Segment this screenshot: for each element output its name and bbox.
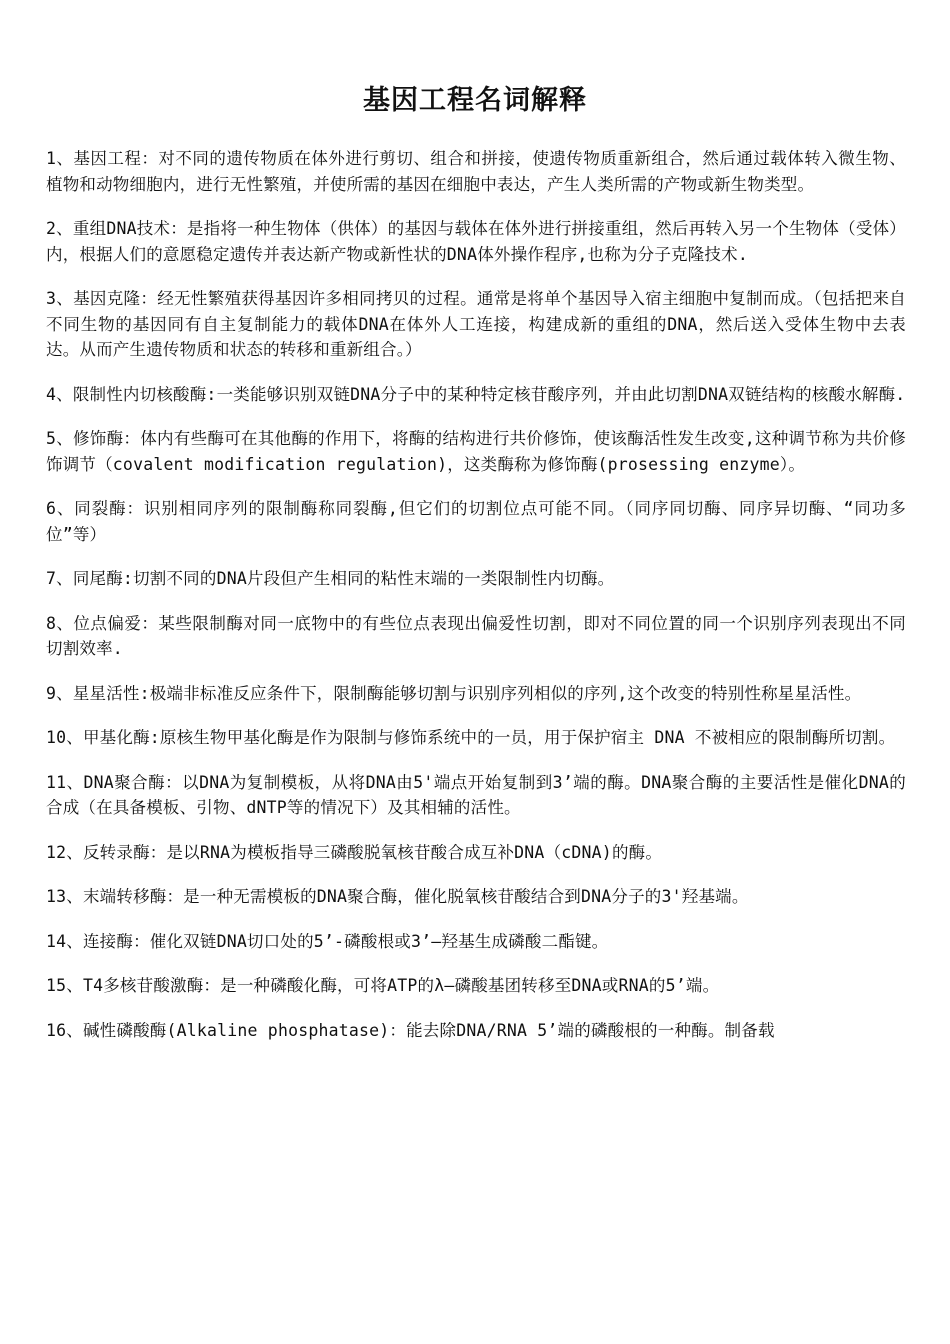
definition-entry-12: 12、反转录酶：是以RNA为模板指导三磷酸脱氧核苷酸合成互补DNA（cDNA)的酶。 <box>46 842 663 862</box>
definition-entry-4: 4、限制性内切核酸酶:一类能够识别双链DNA分子中的某种特定核苷酸序列，并由此切割DNA双链结构的核酸水解酶. <box>46 384 906 404</box>
definition-entry-1: 1、基因工程：对不同的遗传物质在体外进行剪切、组合和拼接，使遗传物质重新组合，然后通过载体转入微生物、植物和动物细胞内，进行无性繁殖，并使所需的基因在细胞中表达，产生人类所需的产物或新生物类型。 <box>46 149 906 194</box>
definition-entry-14: 14、连接酶：催化双链DNA切口处的5’-磷酸根或3’—羟基生成磷酸二酯键。 <box>46 931 609 951</box>
definition-entry-16: 16、碱性磷酸酶(Alkaline phosphatase)：能去除DNA/RNA 5’端的磷酸根的一种酶。制备载 <box>46 1020 775 1040</box>
definition-entry-13: 13、末端转移酶：是一种无需模板的DNA聚合酶，催化脱氧核苷酸结合到DNA分子的3'羟基端。 <box>46 887 749 906</box>
definition-entry-3: 3、基因克隆：经无性繁殖获得基因许多相同拷贝的过程。通常是将单个基因导入宿主细胞中复制而成。（包括把来自不同生物的基因同有自主复制能力的载体DNA在体外人工连接，构建成新的重组的DNA，然后送入受体生物中去表达。从而产生遗传物质和状态的转移和重新组合。） <box>46 289 906 359</box>
definition-entry-7: 7、同尾酶:切割不同的DNA片段但产生相同的粘性末端的一类限制性内切酶。 <box>46 569 615 588</box>
definition-entry-9: 9、星星活性:极端非标准反应条件下，限制酶能够切割与识别序列相似的序列,这个改变的特别性称星星活性。 <box>46 683 862 703</box>
page-title: 基因工程名词解释 <box>363 85 587 116</box>
definition-entry-15: 15、T4多核苷酸激酶：是一种磷酸化酶，可将ATP的λ—磷酸基团转移至DNA或RNA的5’端。 <box>46 976 720 995</box>
definition-entry-10: 10、甲基化酶:原核生物甲基化酶是作为限制与修饰系统中的一员，用于保护宿主 DNA 不被相应的限制酶所切割。 <box>46 728 896 747</box>
definition-entry-8: 8、位点偏爱：某些限制酶对同一底物中的有些位点表现出偏爱性切割，即对不同位置的同一个识别序列表现出不同切割效率. <box>46 613 906 658</box>
definition-entry-11: 11、DNA聚合酶：以DNA为复制模板，从将DNA由5'端点开始复制到3’端的酶。DNA聚合酶的主要活性是催化DNA的合成（在具备模板、引物、dNTP等的情况下）及其相辅的活性。 <box>46 772 906 817</box>
definition-entry-6: 6、同裂酶：识别相同序列的限制酶称同裂酶,但它们的切割位点可能不同。（同序同切酶、同序异切酶、“同功多位”等） <box>46 499 906 544</box>
definition-list <box>46 146 906 1062</box>
definition-entry-2: 2、重组DNA技术：是指将一种生物体（供体）的基因与载体在体外进行拼接重组，然后再转入另一个生物体（受体）内，根据人们的意愿稳定遗传并表达新产物或新性状的DNA体外操作程序,也称为分子克隆技术. <box>46 219 906 264</box>
definition-entry-5: 5、修饰酶：体内有些酶可在其他酶的作用下，将酶的结构进行共价修饰，使该酶活性发生改变,这种调节称为共价修饰调节（covalent modification regulation)，这类酶称为修饰酶(prosessing enzyme）。 <box>46 429 906 474</box>
